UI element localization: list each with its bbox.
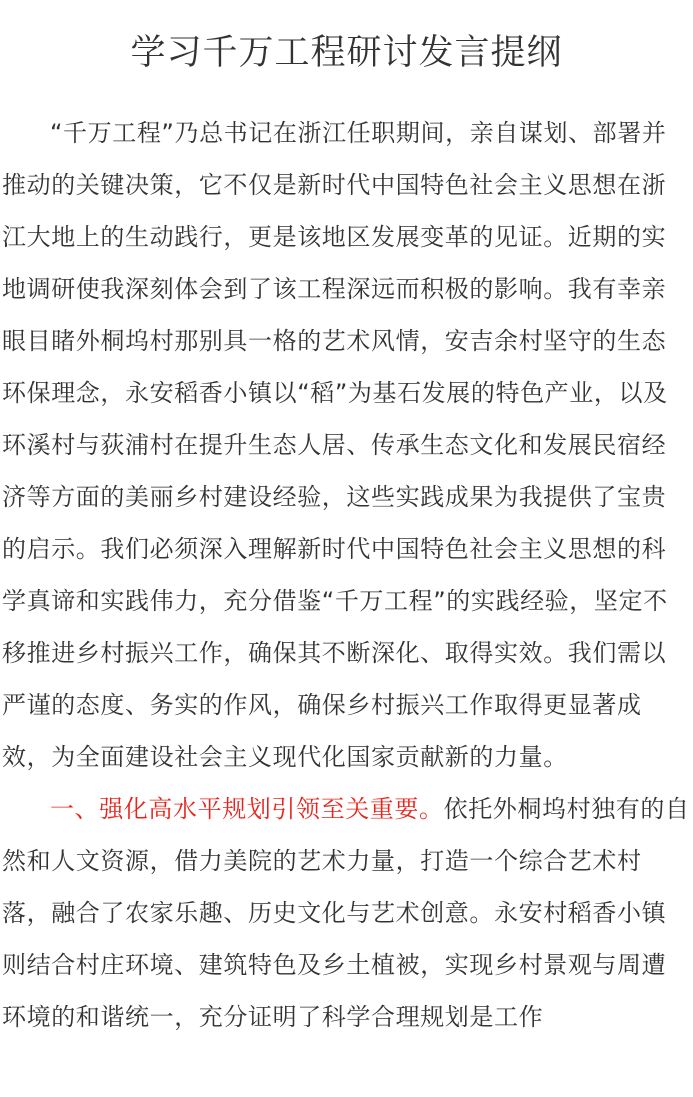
section-1-heading: 一、强化高水平规划引领至关重要。 — [50, 795, 444, 823]
section-1-paragraph — [2, 783, 690, 1043]
intro-paragraph: “千万工程”乃总书记在浙江任职期间，亲自谋划、部署并推动的关键决策，它不仅是新时代中国特色社会主义思想在浙江大地上的生动践行，更是该地区发展变革的见证。近期的实地调研使我深刻体会到了该工程深远而积极的影响。我有幸亲眼目睹外桐坞村那别具一格的艺术风情，安吉余村坚守的生态环保理念，永安稻香小镇以“稻”为基石发展的特色产业，以及环溪村与荻浦村在提升生态人居、传承生态文化和发展民宿经济等方面的美丽乡村建设经验，这些实践成果为我提供了宝贵的启示。我们必须深入理解新时代中国特色社会主义思想的科学真谛和实践伟力，充分借鉴“千万工程”的实践经验，坚定不移推进乡村振兴工作，确保其不断深化、取得实效。我们需以严谨的态度、务实的作风，确保乡村振兴工作取得更显著成效，为全面建设社会主义现代化国家贡献新的力量。 — [2, 119, 668, 771]
document-title: 学习千万工程研讨发言提纲 — [130, 33, 563, 73]
section-1-text: 依托外桐坞村独有的自然和人文资源，借力美院的艺术力量，打造一个综合艺术村落，融合了农家乐趣、历史文化与艺术创意。永安村稻香小镇则结合村庄环境、建筑特色及乡土植被，实现乡村景观与周遭环境的和谐统一，充分证明了科学合理规划是工作 — [2, 795, 690, 1031]
document-body — [2, 107, 690, 1043]
